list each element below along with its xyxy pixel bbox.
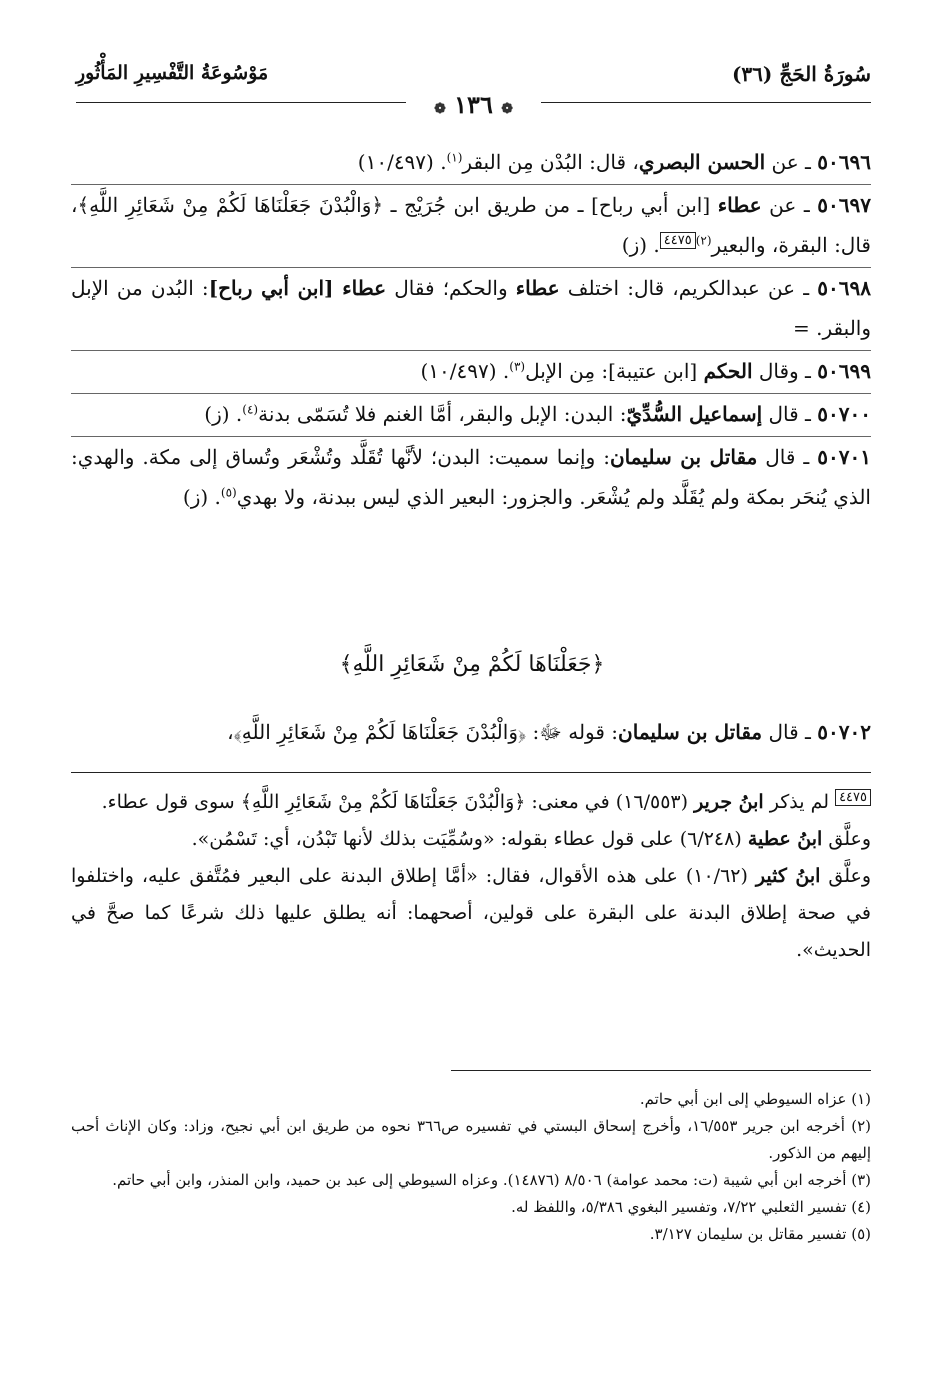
entry-50700: ٥٠٧٠٠ ـ قال إسماعيل السُّدِّيّ: البدن: الإبل والبقر، أمَّا الغنم فلا تُسَمّى بدنة$^{(٤)}$. (ز) xyxy=(71,394,871,437)
commentary-divider xyxy=(71,772,871,773)
footnote-3: (٣) أخرجه ابن أبي شيبة (ت: محمد عوامة) ٨/٥٠٦ (١٤٨٧٦). وعزاه السيوطي إلى عبد بن حميد، وابن المنذر، وابن أبي حاتم. xyxy=(112,1171,871,1189)
commentary-box-ref: ٤٤٧٥ xyxy=(660,232,696,249)
footnote-ref: (١) xyxy=(446,150,463,165)
commentary-para-1: $^{٤٤٧٥}$ لم يذكر ابنُ جرير (١٦/٥٥٣) في معنى: ﴿وَالْبُدْنَ جَعَلْنَاهَا لَكُمْ مِنْ شَعَائِرِ اللَّهِ﴾ سوى قول عطاء. xyxy=(71,784,871,821)
footnote-ref: (٣) xyxy=(509,359,526,374)
footnote-ref: (٥) xyxy=(220,485,237,500)
entry-50697: ٥٠٦٩٧ ـ عن عطاء [ابن أبي رباح] ـ من طريق ابن جُرَيْج ـ ﴿وَالْبُدْنَ جَعَلْنَاهَا لَكُمْ مِنْ شَعَائِرِ اللَّهِ﴾، قال: البقرة، والبعير$^{(٢)٤٤٧٥}$. (ز) xyxy=(71,185,871,268)
footnote-ref: (٤) xyxy=(242,402,259,417)
entry-50702: ٥٠٧٠٢ ـ قال مقاتل بن سليمان: قوله ﷻ: ﴿وَالْبُدْنَ جَعَلْنَاهَا لَكُمْ مِنْ شَعَائِرِ اللَّهِ﴾، xyxy=(227,720,871,744)
commentary-box-ref: ٤٤٧٥ xyxy=(835,789,871,806)
footnote-4: (٤) تفسير الثعلبي ٧/٢٢، وتفسير البغوي ٥/٣٨٦، واللفظ له. xyxy=(511,1198,871,1216)
footnote-ref: (٢) xyxy=(695,233,712,248)
hadith-entries xyxy=(71,142,871,519)
book-title: مَوْسُوعَةُ التَّفْسِيرِ المَأْثُورِ xyxy=(76,62,269,84)
footnote-2: (٢) أخرجه ابن جرير ١٦/٥٥٣، وأخرج إسحاق البستي في تفسيره ص٣٦٦ نحوه من طريق ابن أبي نجيح، وزاد: وكان الإناث أحب إليهم من الذكور. xyxy=(71,1117,871,1162)
entry-50701: ٥٠٧٠١ ـ قال مقاتل بن سليمان: وإنما سميت: البدن؛ لأنَّها تُقَلَّد وتُشْعَر وتُساق إلى مكة. والهدي: الذي يُنحَر بمكة ولم يُقَلَّد ولم يُشْعَر. والجزور: البعير الذي ليس ببدنة، ولا بهدي$^{(٥)}$. (ز) xyxy=(71,445,871,509)
section-heading: ﴿جَعَلْنَاهَا لَكُمْ مِنْ شَعَائِرِ اللَّهِ﴾ xyxy=(339,652,605,677)
commentary-para-3: وعلَّق ابنُ كثير (١٠/٦٢) على هذه الأقوال، فقال: «أمَّا إطلاق البدنة على البعير فمُتَّفق عليه، واختلفوا في صحة إطلاق البدنة على البقرة على قولين، أصحهما: أنه يطلق عليها ذلك شرعًا كما صحَّ في الحديث». xyxy=(71,865,872,961)
running-header xyxy=(76,62,871,122)
commentary-para-2: وعلَّق ابنُ عطية (٦/٢٤٨) على قول عطاء بقوله: «وسُمِّيَت بذلك لأنها تَبْدُن، أي: تَسْمُن». xyxy=(191,828,871,850)
entry-50696: ٥٠٦٩٦ ـ عن الحسن البصري، قال: البُدْن مِن البقر$^{(١)}$. (١٠/٤٩٧) xyxy=(71,142,871,185)
footnote-divider xyxy=(451,1070,871,1071)
ornament-icon: ❁ xyxy=(501,101,513,117)
commentary xyxy=(71,784,871,969)
page-number: ❁ ١٣٦ ❁ xyxy=(434,90,513,119)
footnote-5: (٥) تفسير مقاتل بن سليمان ٣/١٢٧. xyxy=(649,1225,871,1243)
header-rule-left xyxy=(76,102,406,103)
header-rule-right xyxy=(541,102,871,103)
footnotes xyxy=(71,1086,871,1248)
entry-50698: ٥٠٦٩٨ ـ عن عبدالكريم، قال: اختلف عطاء والحكم؛ فقال عطاء [ابن أبي رباح]: البُدن من الإبل والبقر. = xyxy=(71,268,871,351)
footnote-1: (١) عزاه السيوطي إلى ابن أبي حاتم. xyxy=(639,1090,871,1108)
entry-50699: ٥٠٦٩٩ ـ وقال الحكم [ابن عتيبة]: مِن الإبل$^{(٣)}$. (١٠/٤٩٧) xyxy=(71,351,871,394)
ornament-icon: ❁ xyxy=(434,101,446,117)
surah-title: سُورَةُ الحَجِّ (٣٦) xyxy=(731,62,871,86)
